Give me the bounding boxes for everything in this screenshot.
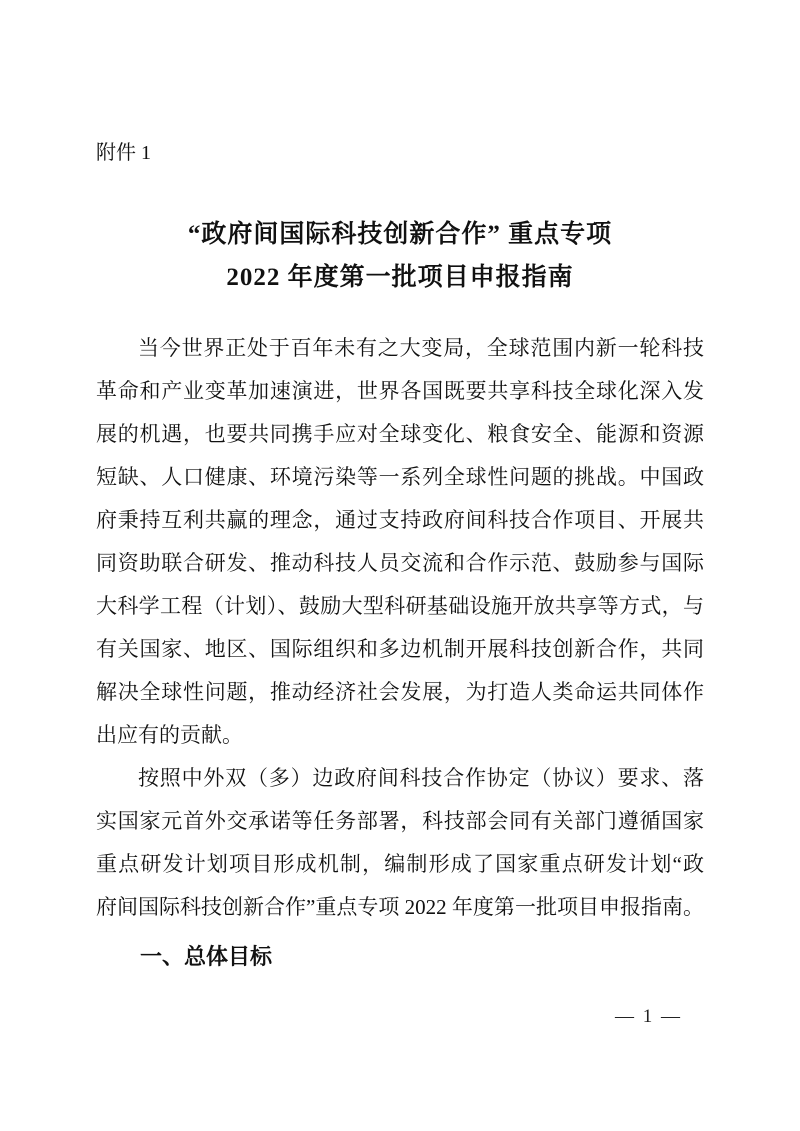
paragraph-2	[96, 757, 704, 929]
document-body	[96, 327, 704, 978]
paragraph-1-line: 有关国家、地区、国际组织和多边机制开展科技创新合作，共同	[96, 637, 704, 661]
paragraph-1-line: 府秉持互利共赢的理念，通过支持政府间科技合作项目、开展共	[96, 508, 704, 532]
document-content	[0, 140, 800, 978]
paragraph-1-line: 短缺、人口健康、环境污染等一系列全球性问题的挑战。中国政	[96, 465, 704, 489]
document-title	[96, 213, 704, 299]
paragraph-1-line: 同资助联合研发、推动科技人员交流和合作示范、鼓励参与国际	[96, 551, 704, 575]
paragraph-2-line: 实国家元首外交承诺等任务部署，科技部会同有关部门遵循国家	[96, 809, 704, 833]
paragraph-1-line: 当今世界正处于百年未有之大变局，全球范围内新一轮科技	[138, 336, 704, 360]
paragraph-1	[96, 327, 704, 757]
paragraph-2-line: 府间国际科技创新合作”重点专项 2022 年度第一批项目申报指南。	[96, 895, 704, 919]
page-number: — 1 —	[615, 1006, 682, 1027]
paragraph-1-line: 大科学工程（计划）、鼓励大型科研基础设施开放共享等方式，与	[96, 594, 704, 618]
section-heading-overall-objectives: 一、总体目标	[140, 944, 273, 969]
paragraph-1-line: 展的机遇，也要共同携手应对全球变化、粮食安全、能源和资源	[96, 422, 704, 446]
paragraph-1-line: 出应有的贡献。	[96, 723, 243, 747]
paragraph-1-line: 解决全球性问题，推动经济社会发展，为打造人类命运共同体作	[96, 680, 704, 704]
document-title-line-1: “政府间国际科技创新合作” 重点专项	[187, 221, 613, 248]
paragraph-2-line: 重点研发计划项目形成机制，编制形成了国家重点研发计划“政	[96, 852, 704, 876]
paragraph-1-line: 革命和产业变革加速演进，世界各国既要共享科技全球化深入发	[96, 379, 704, 403]
document-title-line-2: 2022 年度第一批项目申报指南	[226, 264, 574, 291]
attachment-label: 附件 1	[96, 142, 151, 164]
paragraph-2-line: 按照中外双（多）边政府间科技合作协定（协议）要求、落	[138, 766, 704, 790]
